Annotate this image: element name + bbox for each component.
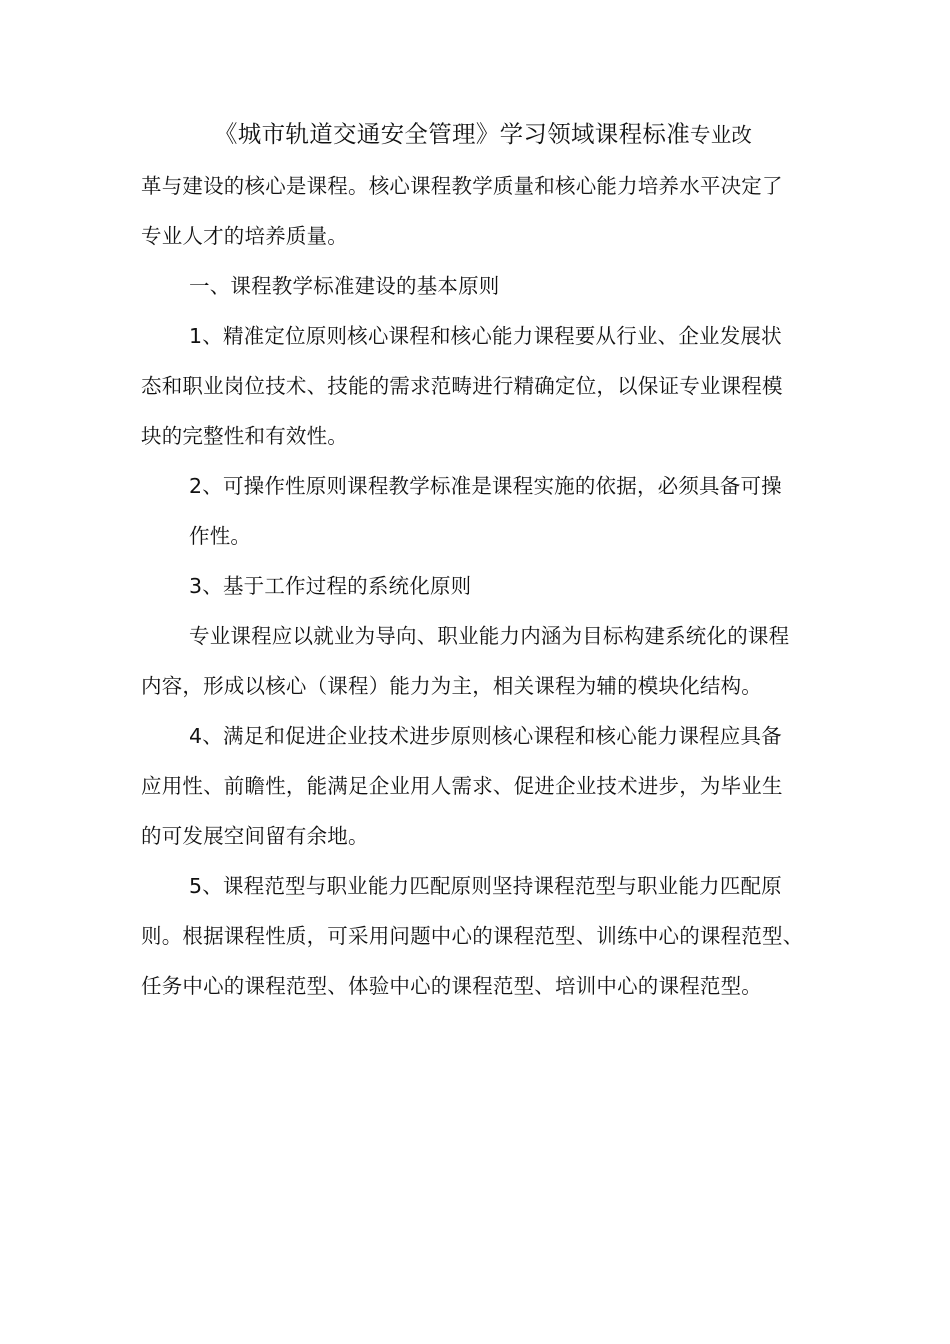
- body-line: 作性。: [189, 524, 252, 548]
- body-line: 的可发展空间留有余地。: [141, 824, 369, 848]
- body-line: 1、精准定位原则核心课程和核心能力课程要从行业、企业发展状: [189, 324, 782, 348]
- body-line: 专业课程应以就业为导向、职业能力内涵为目标构建系统化的课程: [189, 624, 790, 648]
- document-title: 《城市轨道交通安全管理》学习领域课程标准: [214, 120, 690, 148]
- body-line: 应用性、前瞻性，能满足企业用人需求、促进企业技术进步，为毕业生: [141, 774, 783, 798]
- body-line: 4、满足和促进企业技术进步原则核心课程和核心能力课程应具备: [189, 724, 782, 748]
- body-line: 任务中心的课程范型、体验中心的课程范型、培训中心的课程范型。: [141, 974, 762, 998]
- body-line: 5、课程范型与职业能力匹配原则坚持课程范型与职业能力匹配原: [189, 874, 782, 898]
- body-line: 3、基于工作过程的系统化原则: [189, 574, 472, 598]
- title-line: [214, 120, 752, 149]
- body-line: 块的完整性和有效性。: [141, 424, 348, 448]
- body-line: 革与建设的核心是课程。核心课程教学质量和核心能力培养水平决定了: [141, 174, 783, 198]
- body-line: 则。根据课程性质，可采用问题中心的课程范型、训练中心的课程范型、: [141, 924, 804, 948]
- body-line: 态和职业岗位技术、技能的需求范畴进行精确定位，以保证专业课程模: [141, 374, 783, 398]
- body-line: 内容，形成以核心（课程）能力为主，相关课程为辅的模块化结构。: [141, 674, 762, 698]
- section-heading: 一、课程教学标准建设的基本原则: [189, 274, 500, 298]
- title-line-tail: 专业改: [690, 123, 753, 147]
- body-line: 专业人才的培养质量。: [141, 224, 348, 248]
- body-line: 2、可操作性原则课程教学标准是课程实施的依据，必须具备可操: [189, 474, 782, 498]
